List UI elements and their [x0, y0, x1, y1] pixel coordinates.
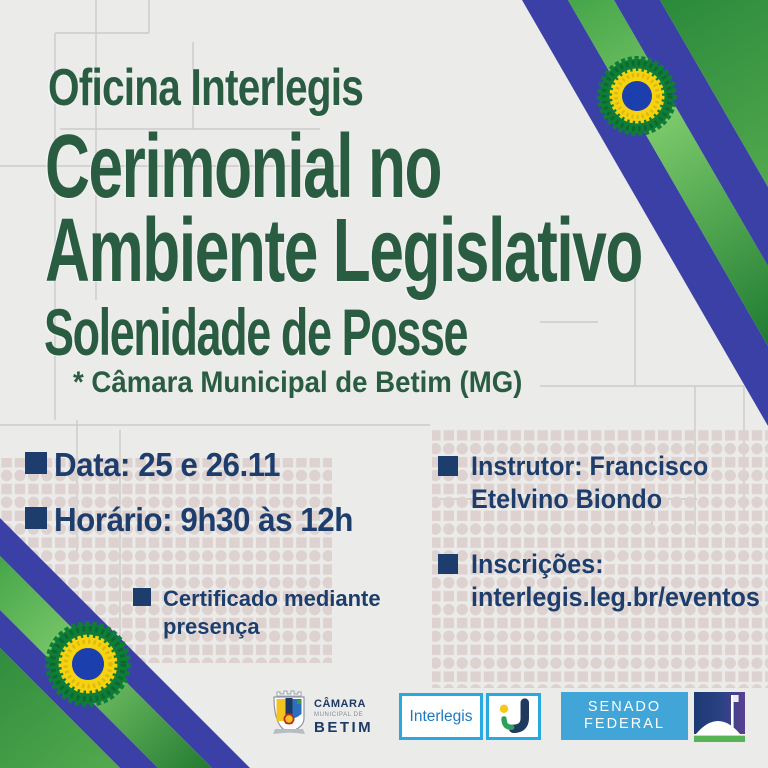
detail-date: [25, 446, 292, 484]
betim-line1: CÂMARA: [314, 698, 366, 710]
detail-certificate: [133, 585, 381, 641]
main-title-line2: Ambiente Legislativo: [45, 201, 642, 301]
interlegis-iu-mark-icon: [494, 698, 534, 735]
betim-line3: BETIM: [314, 718, 374, 736]
square-bullet-icon: [25, 507, 47, 529]
instructor-line2: Etelvino Biondo: [471, 484, 663, 514]
square-bullet-icon: [133, 588, 151, 606]
certificate-text: [163, 585, 381, 641]
registration-label: Inscrições:: [471, 549, 604, 579]
interlegis-label: Interlegis: [409, 707, 473, 725]
square-bullet-icon: [25, 452, 47, 474]
location-note: * Câmara Municipal de Betim (MG): [73, 366, 523, 399]
kicker-title: Oficina Interlegis: [48, 59, 364, 117]
certificate-line2: presença: [163, 614, 260, 639]
senado-wordmark-box: [561, 692, 688, 740]
betim-logo: [272, 690, 373, 736]
senado-line2: FEDERAL: [584, 716, 665, 732]
subtitle: Solenidade de Posse: [44, 295, 468, 369]
detail-instructor: [438, 450, 726, 516]
registration-text: [471, 548, 760, 614]
detail-time: [25, 501, 369, 539]
registration-url: interlegis.leg.br/eventos: [471, 582, 760, 612]
betim-logo-text: [314, 690, 373, 736]
instructor-text: [471, 450, 708, 516]
date-text: Data: 25 e 26.11: [54, 446, 280, 483]
senado-congress-emblem-icon: [694, 692, 745, 742]
time-text: Horário: 9h30 às 12h: [54, 501, 353, 538]
senado-federal-logo: [561, 692, 745, 742]
certificate-line1: Certificado mediante: [163, 586, 381, 611]
detail-registration: [438, 548, 768, 614]
instructor-line1: Instrutor: Francisco: [471, 451, 709, 481]
rosette-icon: [48, 624, 127, 703]
betim-line2: MUNICIPAL DE: [314, 711, 364, 718]
rosette-icon: [600, 59, 674, 133]
square-bullet-icon: [438, 554, 458, 574]
interlegis-icon-box: [486, 693, 541, 740]
main-title-line1: Cerimonial no: [45, 117, 442, 217]
square-bullet-icon: [438, 456, 458, 476]
senado-line1: SENADO: [587, 699, 662, 715]
interlegis-logo: [399, 693, 541, 740]
betim-crest-icon: [272, 690, 306, 736]
interlegis-wordmark-box: [399, 693, 483, 740]
